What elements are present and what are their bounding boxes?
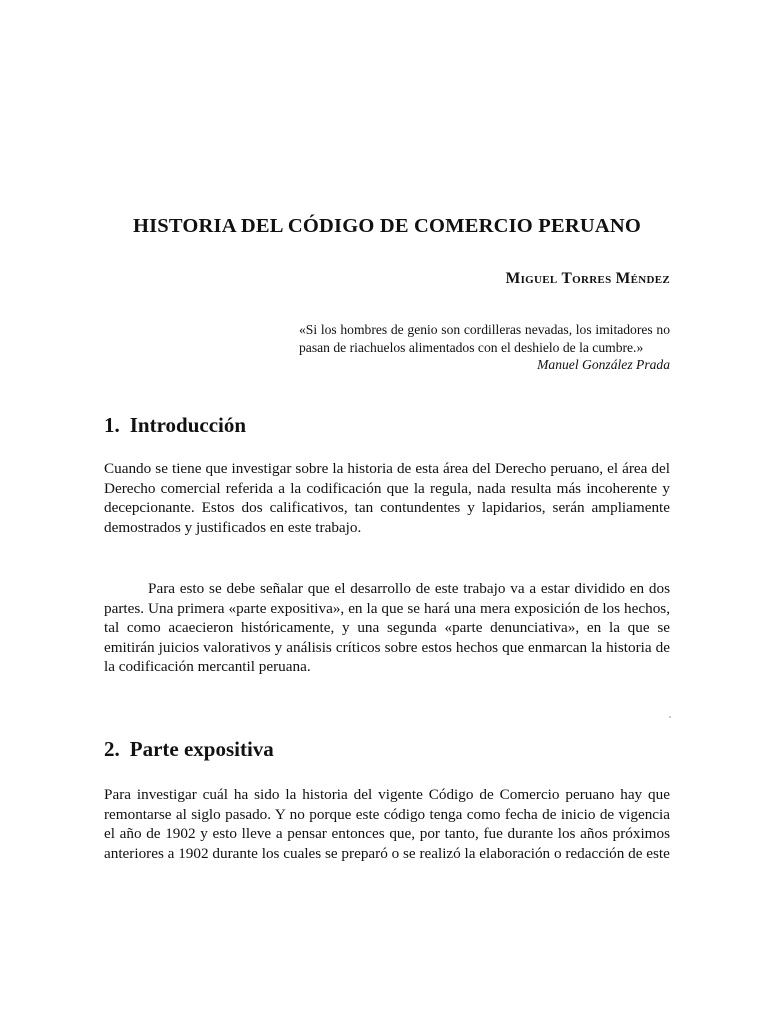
scan-speck <box>669 716 671 718</box>
section-title: Introducción <box>129 413 247 437</box>
section-heading-introduccion <box>104 412 246 438</box>
epigraph-quote: «Si los hombres de genio son cordilleras nevadas, los imitadores no pasan de riachuelos alimentados con el deshielo de la cumbre.» <box>299 322 670 355</box>
section-title: Parte expositiva <box>129 737 274 761</box>
paragraph: Para esto se debe señalar que el desarrollo de este trabajo va a estar dividido en dos partes. Una primera «parte expositiva», en la que se hará una mera exposición de los hechos, tal como acaecieron históricamente, y una segunda «parte denunciativa», en la que se emitirán juicios valorativos y análisis críticos sobre estos hechos que enmarcan la historia de la codificación mercantil peruana. <box>104 580 670 676</box>
section-number: 1. <box>104 413 120 437</box>
section-heading-parte-expositiva <box>104 736 274 762</box>
document-title: HISTORIA DEL CÓDIGO DE COMERCIO PERUANO <box>132 214 642 237</box>
epigraph-attribution: Manuel González Prada <box>537 357 670 372</box>
paragraph: Cuando se tiene que investigar sobre la historia de esta área del Derecho peruano, el área del Derecho comercial referida a la codificación que la regula, nada resulta más incoherente y decepcionante. Estos dos calificativos, tan contundentes y lapidarios, serán ampliamente demostrados y justificados en este trabajo. <box>104 460 670 536</box>
section-number: 2. <box>104 737 120 761</box>
paragraph: Para investigar cuál ha sido la historia del vigente Código de Comercio peruano hay que remontarse al siglo pasado. Y no porque este código tenga como fecha de inicio de vigencia el año de 1902 y esto lleve a pensar entonces que, por tanto, fue durante los años próximos anteriores a 1902 durante los cuales se preparó o se realizó la elaboración o redacción de este <box>104 786 670 862</box>
author-name: Miguel Torres Méndez <box>505 270 670 287</box>
epigraph <box>299 321 670 374</box>
